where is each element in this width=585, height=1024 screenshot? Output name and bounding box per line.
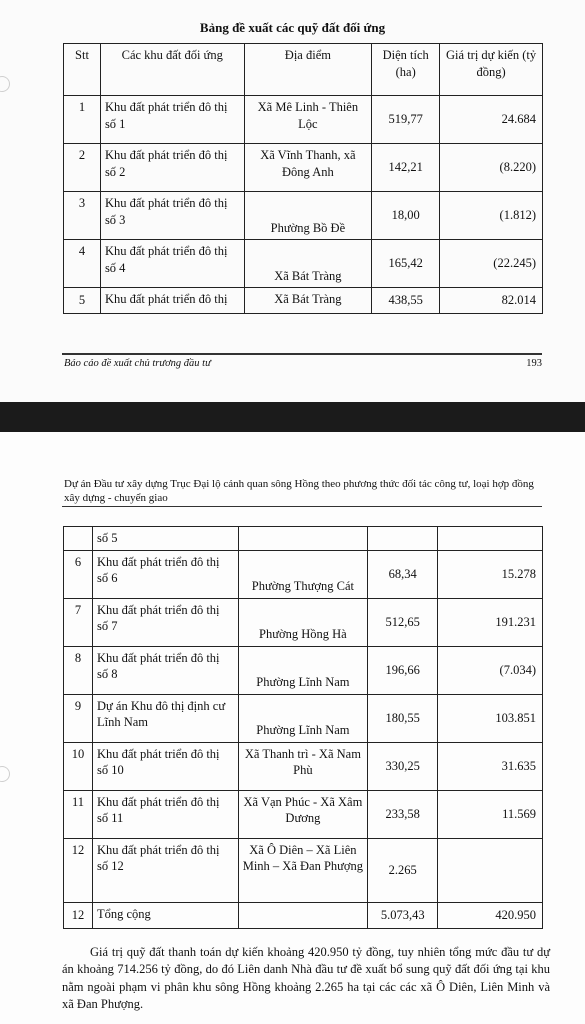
footer-report-title: Báo cáo đề xuất chủ trương đầu tư (64, 358, 211, 369)
table-row (64, 646, 543, 694)
footer-rule (62, 353, 542, 355)
cell-stt: 5 (64, 288, 101, 314)
cell-value: 103.851 (438, 694, 543, 742)
table-total-row (64, 902, 543, 928)
cell-location: Xã Vĩnh Thanh, xã Đông Anh (244, 144, 372, 192)
cell-stt: 12 (64, 902, 93, 928)
cell-stt: 10 (64, 742, 93, 790)
page-number: 193 (526, 358, 542, 369)
cell-location: Xã Ô Diên – Xã Liên Minh – Xã Đan Phượng (238, 838, 368, 902)
cell-value: 15.278 (438, 550, 543, 598)
cell-area: 233,58 (368, 790, 438, 838)
cell-area: 68,34 (368, 550, 438, 598)
cell-location: Phường Thượng Cát (238, 550, 368, 598)
table-row (64, 144, 543, 192)
cell-stt: 2 (64, 144, 101, 192)
table-row (64, 288, 543, 314)
table-row (64, 527, 543, 551)
header-value: Giá trị dự kiến (tỷ đồng) (440, 44, 543, 96)
cell-stt: 9 (64, 694, 93, 742)
cell-stt: 6 (64, 550, 93, 598)
cell-area: 180,55 (368, 694, 438, 742)
cell-total-label: Tổng cộng (92, 902, 238, 928)
table-row (64, 838, 543, 902)
cell-value: (1.812) (440, 192, 543, 240)
land-table-part1 (63, 43, 543, 314)
cell-location (238, 902, 368, 928)
table-row (64, 742, 543, 790)
cell-stt: 4 (64, 240, 101, 288)
summary-paragraph: Giá trị quỹ đất thanh toán dự kiến khoảng 420.950 tỷ đồng, tuy nhiên tổng mức đầu tư dự án khoảng 714.256 tỷ đồng, do đó Liên danh Nhà đầu tư đề xuất bổ sung quỹ đất đối ứng tại khu nằm ngoài phạm vi phân khu sông Hồng khoảng 2.265 ha tại các các xã Ô Diên, Liên Minh và xã Đan Phượng. (62, 945, 550, 1011)
cell-location: Xã Mê Linh - Thiên Lộc (244, 96, 372, 144)
table-title: Bảng đề xuất các quỹ đất đối ứng (199, 20, 386, 35)
cell-name: số 5 (92, 527, 238, 551)
cell-name: Khu đất phát triển đô thị số 1 (100, 96, 244, 144)
table-row (64, 96, 543, 144)
cell-location: Phường Bồ Đề (244, 192, 372, 240)
page-separator (0, 402, 585, 432)
cell-value: 31.635 (438, 742, 543, 790)
cell-area: 165,42 (372, 240, 440, 288)
cell-location: Xã Bát Tràng (244, 240, 372, 288)
cell-location: Xã Vạn Phúc - Xã Xâm Dương (238, 790, 368, 838)
cell-value: 11.569 (438, 790, 543, 838)
cell-name: Khu đất phát triển đô thị số 11 (92, 790, 238, 838)
cell-location (238, 527, 368, 551)
cell-area: 330,25 (368, 742, 438, 790)
cell-stt: 12 (64, 838, 93, 902)
cell-stt: 1 (64, 96, 101, 144)
table-row (64, 240, 543, 288)
cell-stt: 3 (64, 192, 101, 240)
table-row (64, 598, 543, 646)
cell-area: 438,55 (372, 288, 440, 314)
cell-name: Khu đất phát triển đô thị số 8 (92, 646, 238, 694)
cell-name: Khu đất phát triển đô thị số 6 (92, 550, 238, 598)
cell-stt: 11 (64, 790, 93, 838)
land-table-part2 (63, 526, 543, 929)
header-name: Các khu đất đối ứng (100, 44, 244, 96)
cell-area: 196,66 (368, 646, 438, 694)
cell-value: (22.245) (440, 240, 543, 288)
cell-name: Khu đất phát triển đô thị số 7 (92, 598, 238, 646)
table-row (64, 192, 543, 240)
cell-name: Khu đất phát triển đô thị số 10 (92, 742, 238, 790)
header-stt: Stt (64, 44, 101, 96)
cell-area: 142,21 (372, 144, 440, 192)
cell-name: Dự án Khu đô thị định cư Lĩnh Nam (92, 694, 238, 742)
cell-value: (7.034) (438, 646, 543, 694)
header-location: Địa điểm (244, 44, 372, 96)
cell-area (368, 527, 438, 551)
running-header: Dự án Đầu tư xây dựng Trục Đại lộ cảnh quan sông Hồng theo phương thức đối tác công tư, loại hợp đồng xây dựng - chuyển giao (64, 478, 534, 504)
cell-name: Khu đất phát triển đô thị số 12 (92, 838, 238, 902)
cell-area: 18,00 (372, 192, 440, 240)
cell-value: 24.684 (440, 96, 543, 144)
table-row (64, 694, 543, 742)
cell-location: Phường Lĩnh Nam (238, 646, 368, 694)
cell-location: Xã Bát Tràng (244, 288, 372, 314)
cell-value: 82.014 (440, 288, 543, 314)
cell-value (438, 838, 543, 902)
cell-name: Khu đất phát triển đô thị (100, 288, 244, 314)
header-rule (62, 506, 542, 507)
cell-value: (8.220) (440, 144, 543, 192)
cell-value: 191.231 (438, 598, 543, 646)
cell-area: 512,65 (368, 598, 438, 646)
cell-name: Khu đất phát triển đô thị số 3 (100, 192, 244, 240)
cell-location: Phường Hồng Hà (238, 598, 368, 646)
table-row (64, 550, 543, 598)
cell-stt (64, 527, 93, 551)
cell-name: Khu đất phát triển đô thị số 2 (100, 144, 244, 192)
cell-total-area: 5.073,43 (368, 902, 438, 928)
table-row (64, 790, 543, 838)
cell-location: Phường Lĩnh Nam (238, 694, 368, 742)
header-area: Diện tích (ha) (372, 44, 440, 96)
cell-total-value: 420.950 (438, 902, 543, 928)
cell-name: Khu đất phát triển đô thị số 4 (100, 240, 244, 288)
cell-stt: 8 (64, 646, 93, 694)
cell-location: Xã Thanh trì - Xã Nam Phù (238, 742, 368, 790)
cell-area: 2.265 (368, 838, 438, 902)
cell-area: 519,77 (372, 96, 440, 144)
cell-stt: 7 (64, 598, 93, 646)
cell-value (438, 527, 543, 551)
